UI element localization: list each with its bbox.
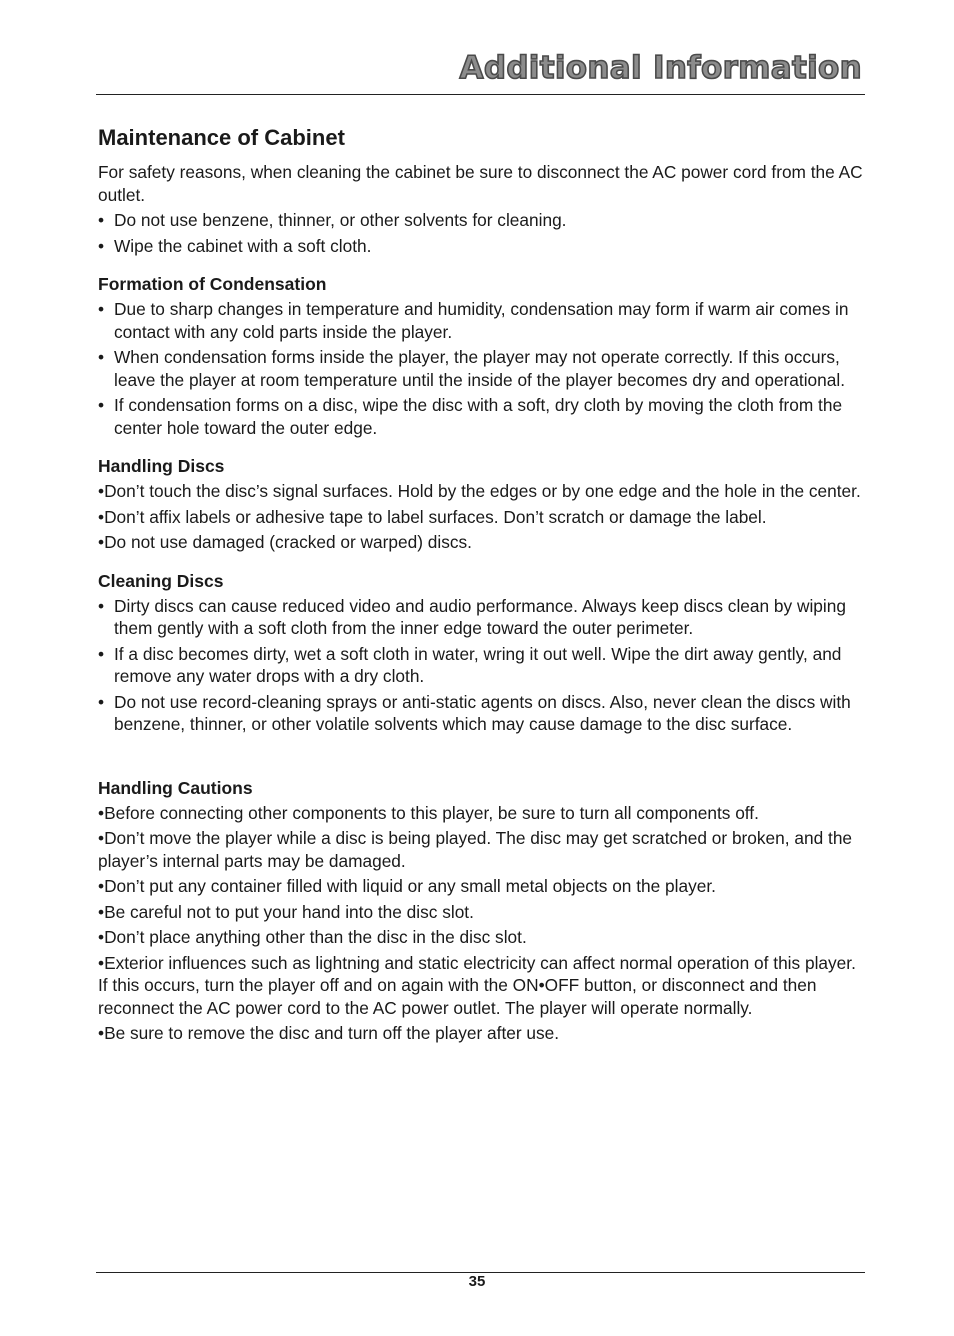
bullet-list xyxy=(98,298,864,439)
list-item: • Don’t move the player while a disc is being played. The disc may get scratched or broken, and the player’s internal parts may be damaged. xyxy=(98,827,864,872)
list-item: • Do not use benzene, thinner, or other solvents for cleaning. xyxy=(98,209,864,232)
section-handling-discs xyxy=(98,455,864,554)
page-title: Additional Information xyxy=(459,50,862,86)
list-item: • Be careful not to put your hand into the disc slot. xyxy=(98,901,864,924)
list-item: • When condensation forms inside the player, the player may not operate correctly. If this occurs, leave the player at room temperature until the inside of the player becomes dry and operational. xyxy=(98,346,864,391)
list-item: • Dirty discs can cause reduced video and audio performance. Always keep discs clean by wiping them gently with a soft cloth from the inner edge toward the outer perimeter. xyxy=(98,595,864,640)
section-intro: For safety reasons, when cleaning the cabinet be sure to disconnect the AC power cord from the AC outlet. xyxy=(98,162,863,205)
section-formation-of-condensation xyxy=(98,273,864,439)
list-item: • Don’t place anything other than the disc in the disc slot. xyxy=(98,926,864,949)
section-maintenance-of-cabinet xyxy=(98,124,864,257)
section-handling-cautions xyxy=(98,777,864,1045)
header-rule xyxy=(96,94,865,95)
bullet-list xyxy=(98,802,864,1045)
list-item: • Do not use record-cleaning sprays or anti-static agents on discs. Also, never clean the discs with benzene, thinner, or other volatile solvents which may cause damage to the disc surface. xyxy=(98,691,864,736)
page-content xyxy=(98,124,864,1048)
list-item: • Don’t affix labels or adhesive tape to label surfaces. Don’t scratch or damage the label. xyxy=(98,506,864,529)
section-heading: Maintenance of Cabinet xyxy=(98,125,345,150)
list-item: • If a disc becomes dirty, wet a soft cloth in water, wring it out well. Wipe the dirt away gently, and remove any water drops with a dry cloth. xyxy=(98,643,864,688)
bullet-list xyxy=(98,209,864,257)
list-item: • Be sure to remove the disc and turn off the player after use. xyxy=(98,1022,864,1045)
page-number: 35 xyxy=(468,1273,486,1290)
list-item: • Due to sharp changes in temperature and humidity, condensation may form if warm air comes in contact with any cold parts inside the player. xyxy=(98,298,864,343)
list-item: • Before connecting other components to this player, be sure to turn all components off. xyxy=(98,802,864,825)
list-item: • Exterior influences such as lightning and static electricity can affect normal operation of this player. If this occurs, turn the player off and on again with the ON•OFF button, or disconnect and then reconnect the AC power cord to the AC power outlet. The player will operate normally. xyxy=(98,952,864,1020)
list-item xyxy=(98,480,864,503)
list-item-text: Don’t touch the disc’s signal surfaces. Hold by the edges or by one edge and the hole in the center. xyxy=(104,481,861,501)
list-item: • Don’t put any container filled with liquid or any small metal objects on the player. xyxy=(98,875,864,898)
section-heading: Handling Cautions xyxy=(98,777,253,798)
bullet-list xyxy=(98,480,864,554)
section-heading: Cleaning Discs xyxy=(98,570,224,591)
bullet-list xyxy=(98,595,864,736)
section-cleaning-discs xyxy=(98,570,864,736)
section-heading: Handling Discs xyxy=(98,456,225,476)
list-item: • Do not use damaged (cracked or warped) discs. xyxy=(98,531,864,554)
list-item: • If condensation forms on a disc, wipe the disc with a soft, dry cloth by moving the cloth from the center hole toward the outer edge. xyxy=(98,394,864,439)
section-heading: Formation of Condensation xyxy=(98,274,327,294)
list-item: • Wipe the cabinet with a soft cloth. xyxy=(98,235,864,258)
